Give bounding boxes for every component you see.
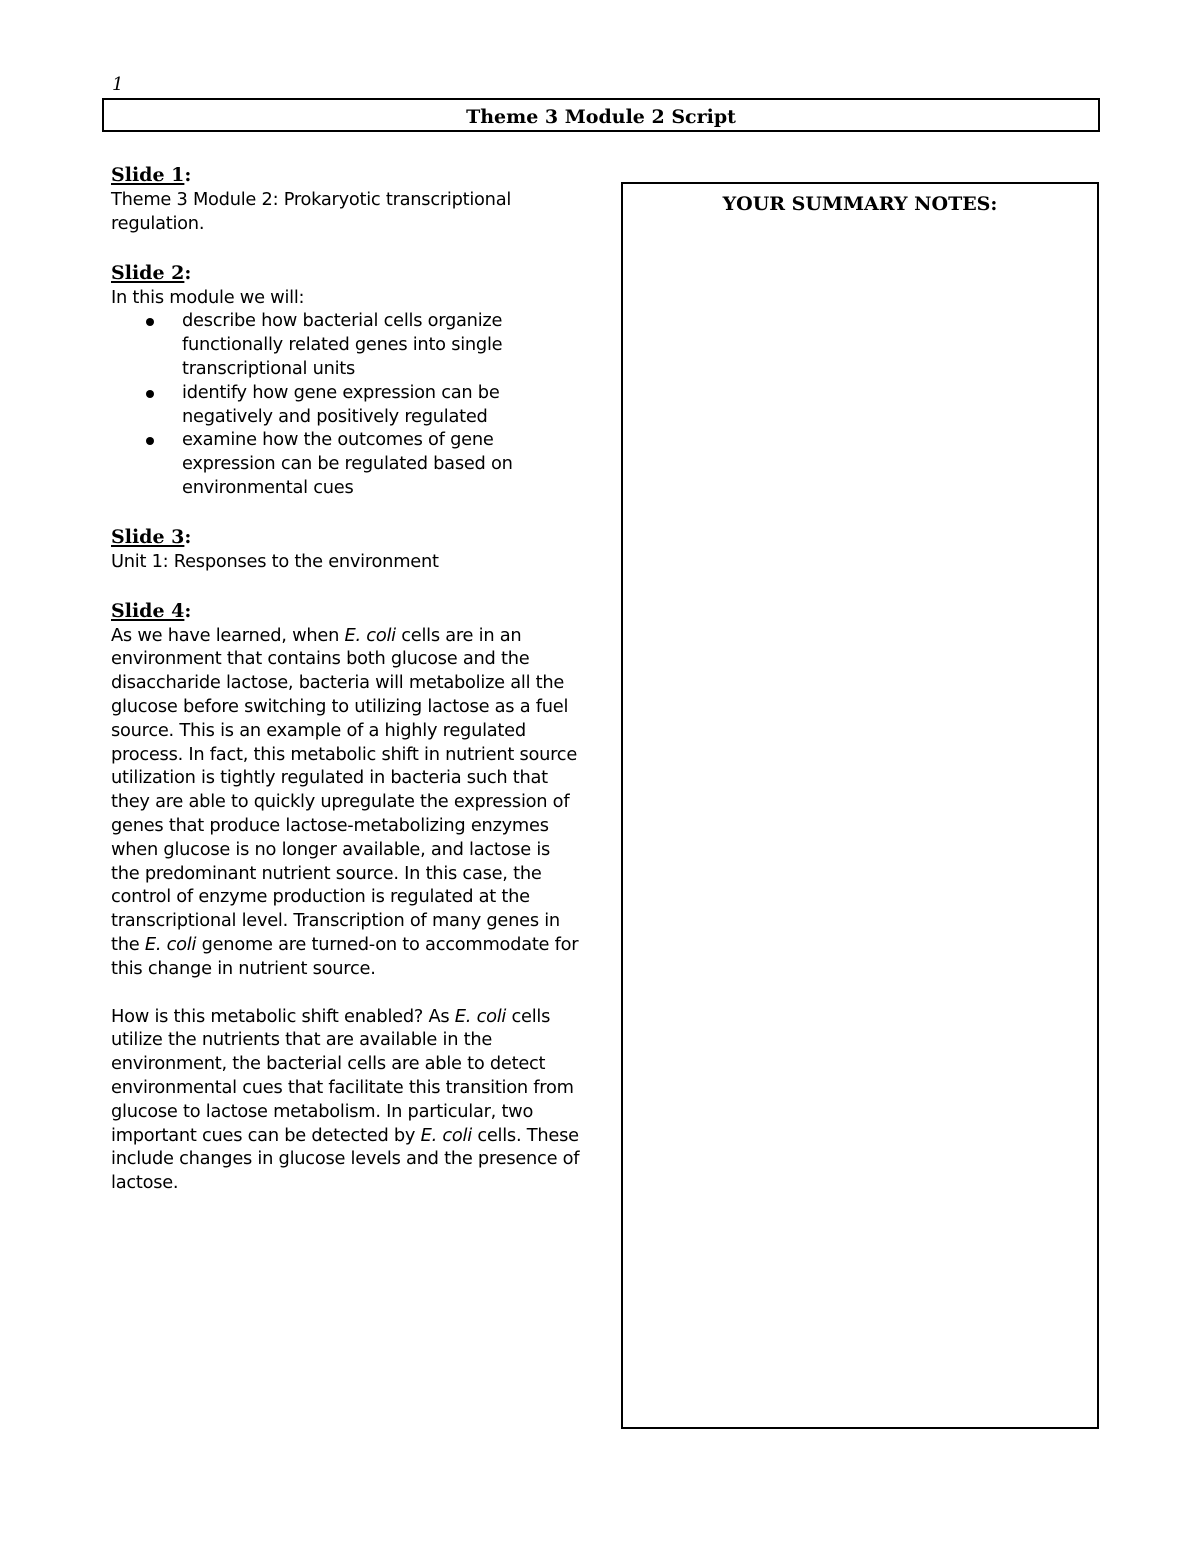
species-name: E. coli (144, 933, 197, 955)
slide-2-heading (111, 260, 581, 286)
bullet-text: describe how bacterial cells organize functionally related genes into single transcriptional units (182, 310, 503, 379)
slide-1-text: Theme 3 Module 2: Prokaryotic transcriptional regulation. (111, 189, 512, 234)
text-run: How is this metabolic shift enabled? As (111, 1005, 455, 1027)
slide-2-intro: In this module we will: (111, 286, 305, 308)
text-run: As we have learned, when (111, 624, 345, 646)
slide-2-label: Slide 2 (111, 261, 185, 284)
slide-4-heading (111, 598, 581, 624)
slide-1-heading (111, 162, 581, 188)
bullet-icon (146, 437, 154, 445)
slide-4-label: Slide 4 (111, 599, 185, 622)
page-number: 1 (112, 74, 124, 95)
bullet-item (111, 309, 581, 380)
species-name: E. coli (454, 1005, 507, 1027)
slide-3-label: Slide 3 (111, 525, 185, 548)
slide-1-label: Slide 1 (111, 164, 185, 186)
text-run: cells. These include changes in glucose levels and the presence of lactose. (111, 1124, 580, 1194)
slide-3-colon: : (184, 525, 192, 548)
text-run: cells utilize the nutrients that are available in the environment, the bacterial cells are able to detect environmental cues that facilitate this transition from glucose to lactose metabolism. In particular, two important cues can be detected by (111, 1005, 574, 1146)
slide-4-colon: : (184, 599, 192, 622)
species-name: E. coli (420, 1124, 472, 1146)
bullet-text: identify how gene expression can be negatively and positively regulated (182, 381, 500, 427)
summary-notes-title: YOUR SUMMARY NOTES: (722, 193, 998, 215)
document-title-box (102, 98, 1100, 132)
script-column (111, 162, 581, 1219)
bullet-item (111, 381, 581, 429)
text-run: cells are in an environment that contains both glucose and the disaccharide lactose, bacteria will metabolize all the glucose before switching to utilizing lactose as a fuel source. This is an example of a highly regulated process. In fact, this metabolic shift in nutrient source utilization is tightly regulated in bacteria such that they are able to quickly upregulate the expression of genes that produce lactose-metabolizing enzymes when glucose is no longer available, and lactose is the predominant nutrient source. In this case, the control of enzyme production is regulated at the transcriptional level. Transcription of many genes in the (111, 624, 578, 955)
species-name: E. coli (344, 624, 396, 646)
bullet-text: examine how the outcomes of gene expression can be regulated based on environmental cues (182, 429, 513, 498)
bullet-icon (146, 318, 154, 326)
slide-4-section (111, 598, 581, 1195)
summary-notes-box[interactable] (621, 182, 1099, 1429)
slide-4-paragraph-2 (111, 1005, 581, 1195)
slide-2-section (111, 260, 581, 500)
slide-3-section (111, 524, 581, 574)
slide-3-heading (111, 524, 581, 550)
slide-1-section (111, 162, 581, 236)
bullet-icon (146, 390, 154, 398)
text-run: genome are turned-on to accommodate for this change in nutrient source. (111, 933, 579, 979)
slide-3-text: Unit 1: Responses to the environment (111, 550, 439, 572)
document-title: Theme 3 Module 2 Script (466, 106, 736, 128)
slide-2-bullet-list (111, 309, 581, 499)
bullet-item (111, 428, 581, 499)
slide-1-colon: : (184, 164, 192, 186)
slide-4-paragraph-1 (111, 624, 581, 981)
slide-2-colon: : (184, 261, 192, 284)
